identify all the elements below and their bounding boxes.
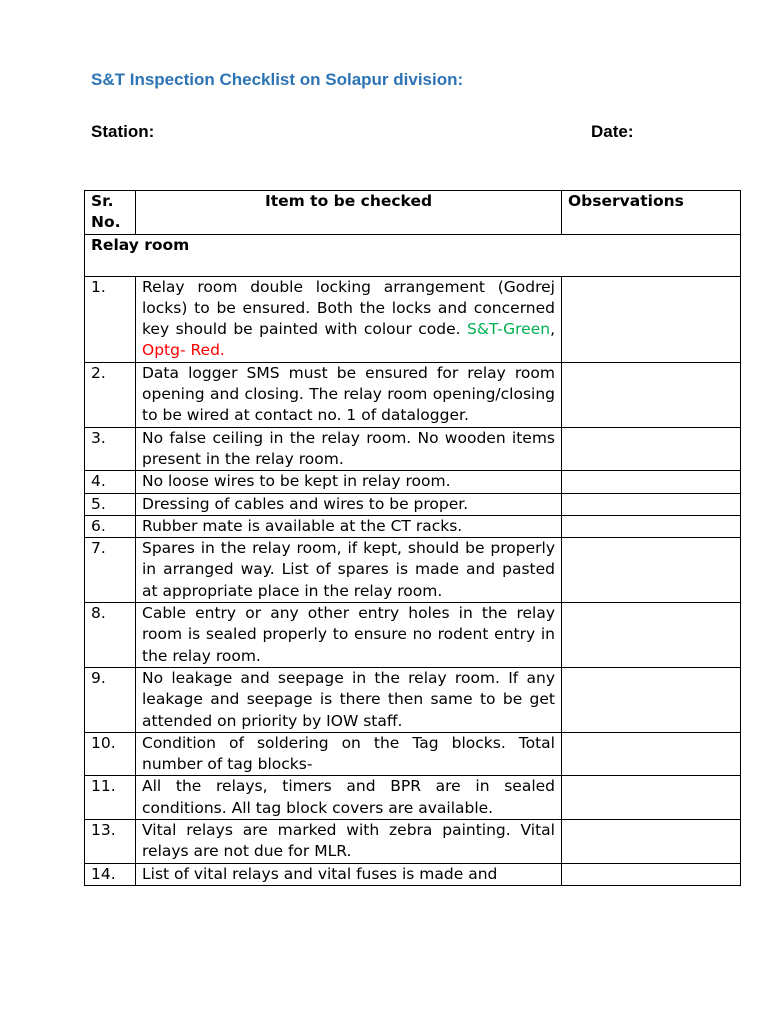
color-code-green: S&T-Green — [466, 320, 551, 339]
station-label: Station: — [91, 122, 155, 141]
row-number: 1. — [85, 276, 136, 362]
row-observation[interactable] — [562, 667, 741, 732]
row-number: 5. — [85, 493, 136, 515]
row-observation[interactable] — [562, 427, 741, 471]
color-code-separator: , — [550, 320, 555, 339]
row-number: 7. — [85, 538, 136, 603]
row-observation[interactable] — [562, 820, 741, 864]
row-number: 10. — [85, 732, 136, 776]
row-observation[interactable] — [562, 732, 741, 776]
row-item: Rubber mate is available at the CT racks. — [136, 515, 562, 537]
table-row — [85, 820, 741, 864]
row-observation[interactable] — [562, 776, 741, 820]
header-item: Item to be checked — [136, 191, 562, 235]
row-number: 4. — [85, 471, 136, 493]
row-observation[interactable] — [562, 603, 741, 668]
row-item: Dressing of cables and wires to be proper. — [136, 493, 562, 515]
row-number: 13. — [85, 820, 136, 864]
table-row — [85, 667, 741, 732]
table-header-row — [85, 191, 741, 235]
table-row — [85, 471, 741, 493]
row-observation[interactable] — [562, 362, 741, 427]
header-observations: Observations — [562, 191, 741, 235]
row-number: 9. — [85, 667, 136, 732]
row-number: 6. — [85, 515, 136, 537]
table-row — [85, 538, 741, 603]
color-code-red: Optg- Red. — [142, 341, 225, 360]
row-observation[interactable] — [562, 863, 741, 885]
row-observation[interactable] — [562, 471, 741, 493]
row-item: Cable entry or any other entry holes in the relay room is sealed properly to ensure no rodent entry in the relay room. — [136, 603, 562, 668]
document-title: S&T Inspection Checklist on Solapur division: — [91, 70, 464, 89]
row-item: All the relays, timers and BPR are in sealed conditions. All tag block covers are available. — [136, 776, 562, 820]
row-number: 2. — [85, 362, 136, 427]
table-row — [85, 863, 741, 885]
table-row — [85, 427, 741, 471]
section-relay-room: Relay room — [85, 234, 741, 276]
row-number: 11. — [85, 776, 136, 820]
row-item — [136, 276, 562, 362]
row-item-text: Relay room double locking arrangement (Godrej locks) to be ensured. Both the locks and concerned key should be painted with colour code. — [142, 277, 555, 339]
row-number: 14. — [85, 863, 136, 885]
table-row — [85, 493, 741, 515]
table-row — [85, 276, 741, 362]
table-row — [85, 732, 741, 776]
row-observation[interactable] — [562, 538, 741, 603]
table-row — [85, 515, 741, 537]
table-row — [85, 776, 741, 820]
row-item: No false ceiling in the relay room. No wooden items present in the relay room. — [136, 427, 562, 471]
row-item: No loose wires to be kept in relay room. — [136, 471, 562, 493]
table-row — [85, 362, 741, 427]
row-item: No leakage and seepage in the relay room. If any leakage and seepage is there then same to be get attended on priority by IOW staff. — [136, 667, 562, 732]
row-item: Spares in the relay room, if kept, should be properly in arranged way. List of spares is made and pasted at appropriate place in the relay room. — [136, 538, 562, 603]
header-sr-no: Sr. No. — [85, 191, 136, 235]
table-row — [85, 603, 741, 668]
row-observation[interactable] — [562, 493, 741, 515]
row-item: Vital relays are marked with zebra painting. Vital relays are not due for MLR. — [136, 820, 562, 864]
row-number: 3. — [85, 427, 136, 471]
row-item: Condition of soldering on the Tag blocks. Total number of tag blocks- — [136, 732, 562, 776]
row-number: 8. — [85, 603, 136, 668]
checklist-table — [84, 190, 741, 886]
row-observation[interactable] — [562, 276, 741, 362]
section-row — [85, 234, 741, 276]
row-item: Data logger SMS must be ensured for relay room opening and closing. The relay room opening/closing to be wired at contact no. 1 of datalogger. — [136, 362, 562, 427]
row-item: List of vital relays and vital fuses is made and — [136, 863, 562, 885]
row-observation[interactable] — [562, 515, 741, 537]
date-label: Date: — [591, 122, 634, 141]
